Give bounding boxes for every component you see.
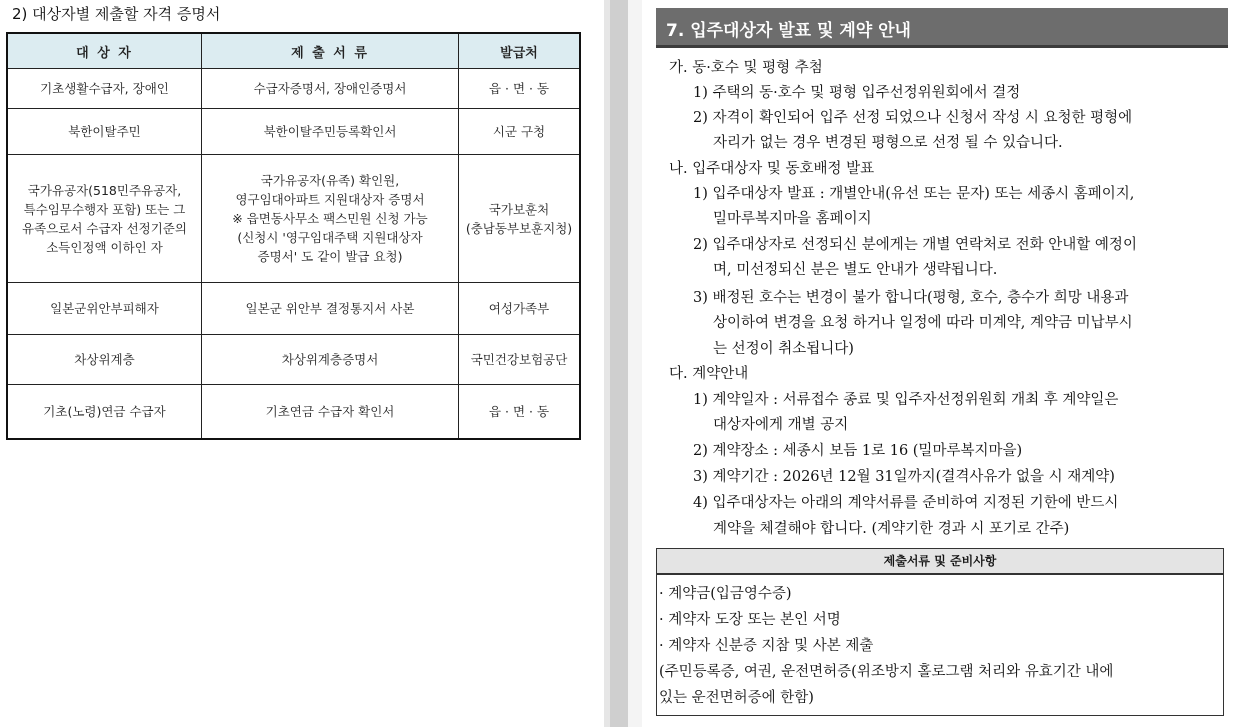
cell-issuer <box>459 155 581 283</box>
cell-documents-line: (신청시 '영구임대주택 지원대상자 <box>237 230 423 245</box>
cell-issuer-line: 여성가족부 <box>488 301 550 316</box>
subheading-da: 다. 계약안내 <box>669 366 749 382</box>
box-heading: 제출서류 및 준비사항 <box>657 549 1223 575</box>
cell-documents-line: 영구임대아파트 지원대상자 증명서 <box>235 192 425 207</box>
box-list-item: 있는 운전면허증에 한함) <box>659 690 814 706</box>
box-list-item: · 계약금(입금영수증) <box>659 586 792 602</box>
cell-issuer <box>459 335 581 385</box>
cell-target-line: 차상위계층 <box>74 352 135 367</box>
cell-issuer-line: 읍 · 면 · 동 <box>488 403 550 419</box>
cell-issuer-line: 국가보훈처 <box>488 201 550 217</box>
list-item: 2) 계약장소 : 세종시 보듬 1로 16 (밀마루복지마을) <box>693 443 1023 459</box>
cell-issuer-line: 국민건강보험공단 <box>470 352 568 367</box>
table-row <box>7 109 580 155</box>
subheading-na: 나. 입주대상자 및 동호배정 발표 <box>669 161 875 177</box>
cell-issuer <box>459 109 581 155</box>
cell-issuer-line: (충남동부보훈지청) <box>465 220 573 236</box>
cell-documents <box>202 69 459 109</box>
table-row <box>7 283 580 335</box>
table-header-row <box>7 33 580 69</box>
right-page <box>642 0 1233 727</box>
list-item: 1) 입주대상자 발표 : 개별안내(유선 또는 문자) 또는 세종시 홈페이지, <box>693 186 1135 202</box>
left-page <box>0 0 604 727</box>
cell-documents-line: 기초연금 수급자 확인서 <box>265 403 395 419</box>
subheading-ga: 가. 동·호수 및 평형 추첨 <box>669 60 823 76</box>
list-item: 2) 입주대상자로 선정되신 분에게는 개별 연락처로 전화 안내할 예정이 <box>693 237 1137 253</box>
list-item-continuation: 상이하여 변경을 요청 하거나 일정에 따라 미계약, 계약금 미납부시 <box>713 315 1133 331</box>
list-item-continuation: 는 선정이 취소됩니다) <box>713 341 854 357</box>
cell-documents <box>202 109 459 155</box>
cell-target <box>7 335 202 385</box>
table-row <box>7 69 580 109</box>
cell-target <box>7 155 202 283</box>
cell-issuer-line: 시군 구청 <box>492 124 546 139</box>
required-documents-box <box>656 548 1224 716</box>
table-row <box>7 155 580 283</box>
cell-target-line: 특수임무수행자 포함) 또는 그 <box>23 201 186 217</box>
certificate-table <box>6 32 581 440</box>
cell-target-line: 기초생활수급자, 장애인 <box>40 81 169 96</box>
list-item-continuation: 계약을 체결해야 합니다. (계약기한 경과 시 포기로 간주) <box>713 521 1070 537</box>
header-target: 대 상 자 <box>7 33 202 69</box>
cell-documents <box>202 385 459 439</box>
section-title: 7. 입주대상자 발표 및 계약 안내 <box>666 21 911 41</box>
cell-documents-line: ※ 읍면동사무소 팩스민원 신청 가능 <box>232 211 428 226</box>
cell-documents-line: 차상위계층증명서 <box>281 352 379 367</box>
section-title-bar <box>656 8 1228 48</box>
cell-documents-line: 증명서' 도 같이 발급 요청) <box>257 249 403 264</box>
cell-documents-line: 국가유공자(유족) 확인원, <box>260 173 400 188</box>
table-row <box>7 335 580 385</box>
cell-target-line: 일본군위안부피해자 <box>50 301 159 316</box>
cell-target <box>7 283 202 335</box>
cell-documents <box>202 155 459 283</box>
list-item-continuation: 며, 미선정되신 분은 별도 안내가 생략됩니다. <box>713 262 998 278</box>
list-item: 1) 계약일자 : 서류접수 종료 및 입주자선정위원회 개최 후 계약일은 <box>693 392 1119 408</box>
cell-target <box>7 69 202 109</box>
cell-issuer <box>459 385 581 439</box>
cell-documents-line: 수급자증명서, 장애인증명서 <box>253 81 407 96</box>
cell-issuer <box>459 69 581 109</box>
cell-issuer <box>459 283 581 335</box>
cell-documents-line: 북한이탈주민등록확인서 <box>263 124 397 139</box>
cell-target-line: 기초(노령)연금 수급자 <box>43 403 166 419</box>
list-item: 3) 배정된 호수는 변경이 불가 합니다(평형, 호수, 층수가 희망 내용과 <box>693 290 1129 306</box>
table-row <box>7 385 580 439</box>
header-documents: 제 출 서 류 <box>202 33 459 69</box>
list-item: 3) 계약기간 : 2026년 12월 31일까지(결격사유가 없을 시 재계약) <box>693 469 1115 485</box>
list-item: 1) 주택의 동·호수 및 평형 입주선정위원회에서 결정 <box>693 85 1021 101</box>
cell-documents <box>202 335 459 385</box>
cell-target <box>7 109 202 155</box>
cell-issuer-line: 읍 · 면 · 동 <box>488 81 550 96</box>
cell-documents <box>202 283 459 335</box>
list-item: 4) 입주대상자는 아래의 계약서류를 준비하여 지정된 기한에 반드시 <box>693 495 1119 511</box>
box-list-item: (주민등록증, 여권, 운전면허증(위조방지 홀로그램 처리와 유효기간 내에 <box>659 664 1114 680</box>
section-heading: 2) 대상자별 제출할 자격 증명서 <box>12 5 221 23</box>
cell-target-line: 유족으로서 수급자 선정기준의 <box>22 220 187 236</box>
cell-target-line: 북한이탈주민 <box>68 124 141 139</box>
cell-target <box>7 385 202 439</box>
box-list-item: · 계약자 신분증 지참 및 사본 제출 <box>659 638 874 654</box>
list-item-continuation: 자리가 없는 경우 변경된 평형으로 선정 될 수 있습니다. <box>713 135 1063 151</box>
header-issuer: 발급처 <box>459 33 581 69</box>
list-item-continuation: 대상자에게 개별 공지 <box>713 417 849 433</box>
list-item-continuation: 밀마루복지마을 홈페이지 <box>713 211 872 227</box>
cell-documents-line: 일본군 위안부 결정통지서 사본 <box>245 301 415 316</box>
cell-target-line: 국가유공자(518민주유공자, <box>27 182 182 198</box>
cell-target-line: 소득인정액 이하인 자 <box>46 239 163 255</box>
box-list-item: · 계약자 도장 또는 본인 서명 <box>659 612 841 628</box>
list-item: 2) 자격이 확인되어 입주 선정 되었으나 신청서 작성 시 요청한 평형에 <box>693 110 1133 126</box>
page-gutter <box>604 0 642 727</box>
